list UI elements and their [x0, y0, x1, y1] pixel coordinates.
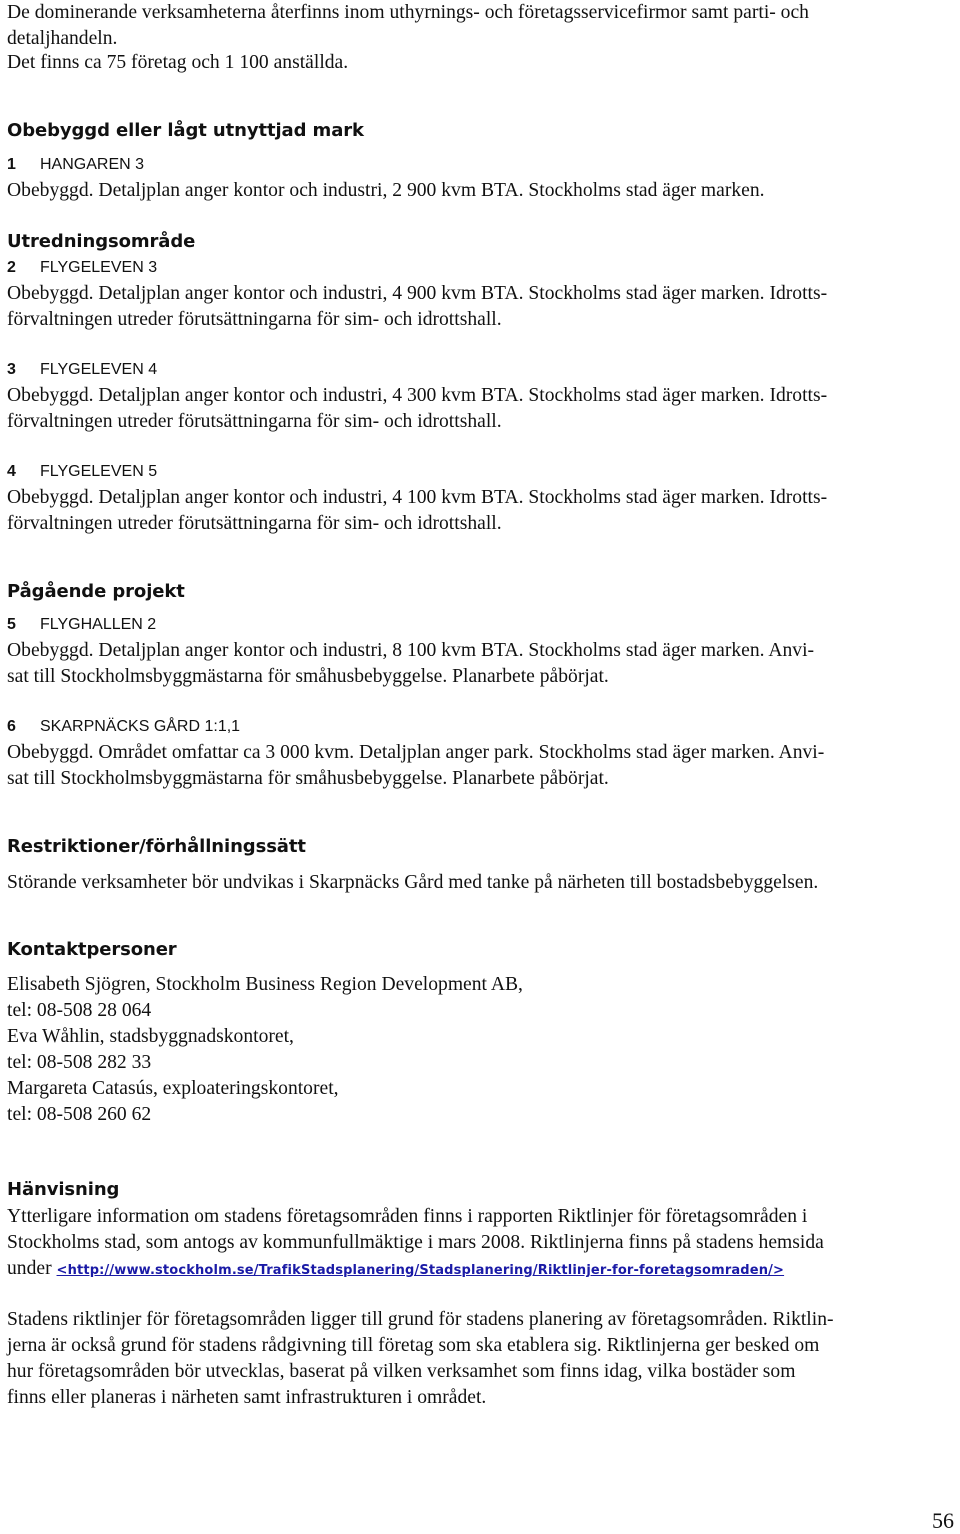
reference-line-1: Ytterligare information om stadens företagsområden finns i rapporten Riktlinjer för företagsområden i [7, 1206, 808, 1227]
item-4-text-line-1: Obebyggd. Detaljplan anger kontor och industri, 4 100 kvm BTA. Stockholms stad äger marken. Idrotts- [7, 487, 828, 508]
section-heading-ongoing-projects: Pågående projekt [7, 581, 185, 602]
contact-line-4: tel: 08-508 282 33 [7, 1052, 152, 1073]
item-number: 4 [7, 463, 16, 480]
intro-line-3: Det finns ca 75 företag och 1 100 anställda. [7, 52, 349, 73]
contact-line-3: Eva Wåhlin, stadsbyggnadskontoret, [7, 1026, 294, 1047]
item-5-text-line-1: Obebyggd. Detaljplan anger kontor och industri, 8 100 kvm BTA. Stockholms stad äger marken. Anvi- [7, 640, 815, 661]
item-6-text-line-1: Obebyggd. Området omfattar ca 3 000 kvm. Detaljplan anger park. Stockholms stad äger marken. Anvi- [7, 742, 825, 763]
item-4-text-line-2: förvaltningen utreder förutsättningarna för sim- och idrottshall. [7, 513, 502, 534]
riktlinjer-link[interactable]: <http://www.stockholm.se/TrafikStadsplanering/Stadsplanering/Riktlinjer-for-foretagsomraden/> [56, 1263, 785, 1278]
reference-para2-line-1: Stadens riktlinjer för företagsområden ligger till grund för stadens planering av företagsområden. Riktlin- [7, 1309, 834, 1330]
reference-line-2: Stockholms stad, som antogs av kommunfullmäktige i mars 2008. Riktlinjerna finns på stadens hemsida [7, 1232, 824, 1253]
item-number: 2 [7, 259, 16, 276]
item-5-text-line-2: sat till Stockholmsbyggmästarna för småhusbebyggelse. Planarbete påbörjat. [7, 666, 609, 687]
intro-line-1: De dominerande verksamheterna återfinns inom uthyrnings- och företagsservicefirmor samt parti- och [7, 2, 809, 23]
item-heading-1 [7, 154, 144, 176]
item-6-text-line-2: sat till Stockholmsbyggmästarna för småhusbebyggelse. Planarbete påbörjat. [7, 768, 609, 789]
contact-line-2: tel: 08-508 28 064 [7, 1000, 152, 1021]
reference-para2-line-4: finns eller planeras i närheten samt infrastrukturen i området. [7, 1387, 487, 1408]
section-heading-reference: Hänvisning [7, 1179, 120, 1200]
item-name: HANGAREN 3 [40, 156, 145, 173]
item-name: FLYGELEVEN 5 [40, 463, 158, 480]
page-number: 56 [932, 1508, 954, 1533]
item-name: SKARPNÄCKS GÅRD 1:1,1 [40, 718, 241, 735]
item-3-text-line-2: förvaltningen utreder förutsättningarna för sim- och idrottshall. [7, 411, 502, 432]
reference-para2-line-3: hur företagsområden bör utvecklas, baserat på vilken verksamhet som finns idag, vilka bostäder som [7, 1361, 796, 1382]
contact-line-1: Elisabeth Sjögren, Stockholm Business Region Development AB, [7, 974, 523, 995]
item-heading-4 [7, 461, 157, 483]
item-heading-2 [7, 257, 157, 279]
item-number: 3 [7, 361, 16, 378]
item-2-text-line-1: Obebyggd. Detaljplan anger kontor och industri, 4 900 kvm BTA. Stockholms stad äger marken. Idrotts- [7, 283, 828, 304]
item-number: 5 [7, 616, 16, 633]
item-name: FLYGHALLEN 2 [40, 616, 157, 633]
reference-line-3 [7, 1256, 784, 1284]
item-heading-3 [7, 359, 157, 381]
item-1-text-line-1: Obebyggd. Detaljplan anger kontor och industri, 2 900 kvm BTA. Stockholms stad äger marken. [7, 180, 765, 201]
contact-line-5: Margareta Catasús, exploateringskontoret, [7, 1078, 339, 1099]
section-heading-unused-land: Obebyggd eller lågt utnyttjad mark [7, 120, 364, 141]
contact-line-6: tel: 08-508 260 62 [7, 1104, 152, 1125]
item-heading-6 [7, 716, 240, 738]
reference-line-3-prefix: under [7, 1258, 52, 1279]
section-heading-restrictions: Restriktioner/förhållningssätt [7, 836, 306, 857]
item-2-text-line-2: förvaltningen utreder förutsättningarna för sim- och idrottshall. [7, 309, 502, 330]
item-heading-5 [7, 614, 156, 636]
item-number: 1 [7, 156, 16, 173]
item-name: FLYGELEVEN 4 [40, 361, 158, 378]
item-3-text-line-1: Obebyggd. Detaljplan anger kontor och industri, 4 300 kvm BTA. Stockholms stad äger marken. Idrotts- [7, 385, 828, 406]
reference-para2-line-2: jerna är också grund för stadens rådgivning till företag som ska etablera sig. Riktlinjerna ger besked om [7, 1335, 820, 1356]
item-name: FLYGELEVEN 3 [40, 259, 158, 276]
restrictions-text: Störande verksamheter bör undvikas i Skarpnäcks Gård med tanke på närheten till bostadsbebyggelsen. [7, 872, 819, 893]
section-heading-contacts: Kontaktpersoner [7, 939, 177, 960]
section-heading-investigation: Utredningsområde [7, 231, 196, 252]
item-number: 6 [7, 718, 16, 735]
intro-line-2: detaljhandeln. [7, 28, 118, 49]
